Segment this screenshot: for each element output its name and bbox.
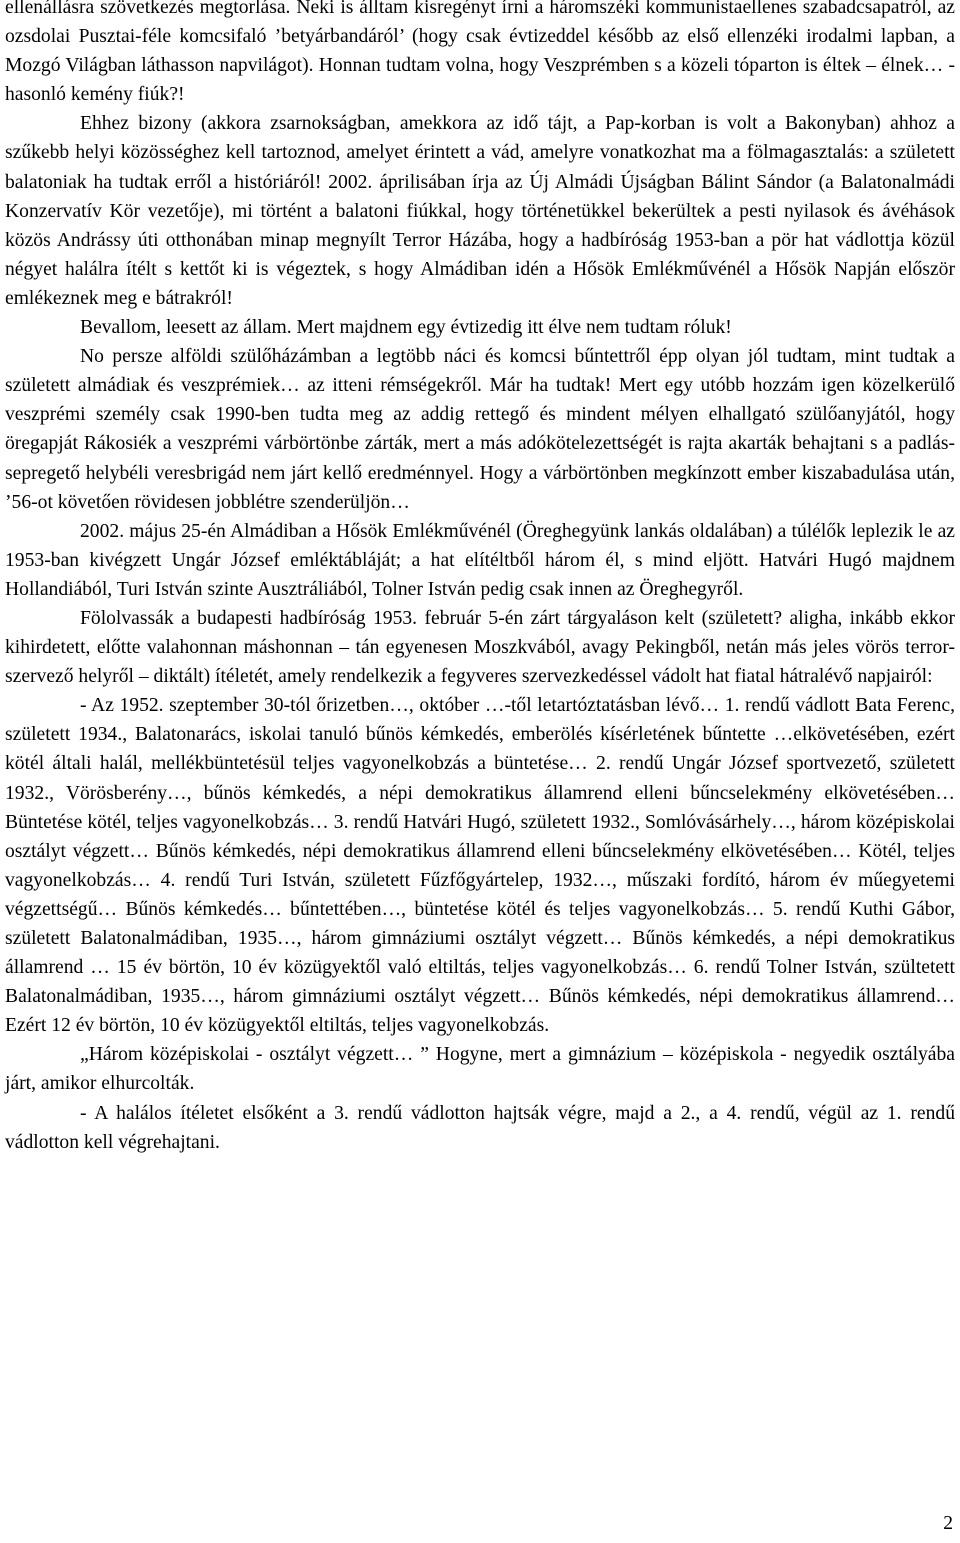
paragraph: Bevallom, leesett az állam. Mert majdnem egy évtizedig itt élve nem tudtam róluk! bbox=[80, 317, 732, 339]
paragraph: „Három középiskolai - osztályt végzett… ” Hogyne, mert a gimnázium – középiskola - negyedik osztályába járt, amikor elhurcolták. bbox=[5, 1044, 955, 1095]
paragraph: Fölolvassák a budapesti hadbíróság 1953. február 5-én zárt tárgyaláson kelt (született? aligha, inkább ekkor kihirdetett, előtte valahonnan máshonnan – tán egyenesen Moszkvából, avagy Pekingből, netán más jeles vörös terror-szervező helyről – diktált) ítéletét, amely rendelkezik a fegyveres szervezkedéssel vádolt hat fiatal hátralévő napjairól: bbox=[5, 607, 955, 688]
paragraph: No persze alföldi szülőházámban a legtöbb náci és komcsi bűntettről épp olyan jól tudtam, mint tudtak a született almádiak és veszprémiek… az itteni rémségekről. Már ha tudtak! Mert egy utóbb hozzám igen közelkerülő veszprémi személy csak 1990-ben tudta meg az addig rettegő és mindent mélyen elhallgató szülőanyjától, hogy öregapját Rákosiék a veszprémi várbörtönbe zárták, mert a más adókötelezettségét is rajta akarták behajtani s a padlás-sepregető helybéli veresbrigád nem járt kellő eredménnyel. Hogy a várbörtönben megkínzott ember kiszabadulása után, ’56-ot követően rövidesen jobblétre szenderüljön… bbox=[5, 346, 955, 513]
document-body bbox=[5, 0, 955, 1157]
paragraph: ellenállásra szövetkezés megtorlása. Neki is álltam kisregényt írni a háromszéki kommunistaellenes szabadcsapatról, az ozsdolai Pusztai-féle komcsifaló ’betyárbandáról’ (hogy csak évtizeddel később az első ellenzéki irodalmi lapban, a Mozgó Világban láthasson napvilágot). Honnan tudtam volna, hogy Veszprémben s a közeli tóparton is éltek – élnek… - hasonló kemény fiúk?! bbox=[5, 0, 955, 106]
paragraph: - Az 1952. szeptember 30-tól őrizetben…, október …-től letartóztatásban lévő… 1. rendű vádlott Bata Ferenc, született 1934., Balatonarács, iskolai tanuló bűnös kémkedés, emberölés kísérletének bűntette …elkövetésében, ezért kötél általi halál, mellékbüntetésül teljes vagyonelkobzás a büntetése… 2. rendű Ungár József sportvezető, született 1932., Vörösberény…, bűnös kémkedés, a népi demokratikus államrend elleni bűncselekmény elkövetésében…Büntetése kötél, teljes vagyonelkobzás… 3. rendű Hatvári Hugó, született 1932., Somlóvásárhely…, három középiskolai osztályt végzett… Bűnös kémkedés, népi demokratikus államrend elleni bűncselekmény elkövetésében… Kötél, teljes vagyonelkobzás… 4. rendű Turi István, született Fűzfőgyártelep, 1932…, műszaki fordító, három év műegyetemi végzettségű… Bűnös kémkedés… bűntettében…, büntetése kötél és teljes vagyonelkobzás… 5. rendű Kuthi Gábor, született Balatonalmádiban, 1935…, három gimnáziumi osztályt végzett… Bűnös kémkedés, a népi demokratikus államrend … 15 év börtön, 10 év közügyektől való eltiltás, teljes vagyonelkobzás… 6. rendű Tolner István, szültetett Balatonalmádiban, 1935…, három gimnáziumi osztályt végzett… Bűnös kémkedés, népi demokratikus államrend… Ezért 12 év börtön, 10 év közügyektől eltiltás, teljes vagyonelkobzás. bbox=[5, 695, 955, 1037]
page-number: 2 bbox=[943, 1513, 953, 1534]
paragraph: - A halálos ítéletet elsőként a 3. rendű vádlotton hajtsák végre, majd a 2., a 4. rendű, végül az 1. rendű vádlotton kell végrehajtani. bbox=[5, 1102, 955, 1153]
paragraph: Ehhez bizony (akkora zsarnokságban, amekkora az idő tájt, a Pap-korban is volt a Bakonyban) ahhoz a szűkebb helyi közösséghez kell tartoznod, amelyet érintett a vád, amelyre vonatkozhat ma a fölmagasztalás: a született balatoniak ha tudtak erről a históriáról! 2002. áprilisában írja az Új Almádi Újságban Bálint Sándor (a Balatonalmádi Konzervatív Kör vezetője), mi történt a balatoni fiúkkal, hogy történetükkel bekerültek a pesti nyilasok és ávéhások közös Andrássy úti otthonában minap megnyílt Terror Házába, hogy a hadbíróság 1953-ban a pör hat vádlottja közül négyet halálra ítélt s kettőt ki is végeztek, s hogy Almádiban idén a Hősök Emlékművénél a Hősök Napján először emlékeznek meg e bátrakról! bbox=[5, 113, 955, 309]
paragraph: 2002. május 25-én Almádiban a Hősök Emlékművénél (Öreghegyünk lankás oldalában) a túlélők leplezik le az 1953-ban kivégzett Ungár József emléktábláját; a hat elítéltből három él, s mind eljött. Hatvári Hugó majdnem Hollandiából, Turi István szinte Ausztráliából, Tolner István pedig csak innen az Öreghegyről. bbox=[5, 520, 955, 600]
